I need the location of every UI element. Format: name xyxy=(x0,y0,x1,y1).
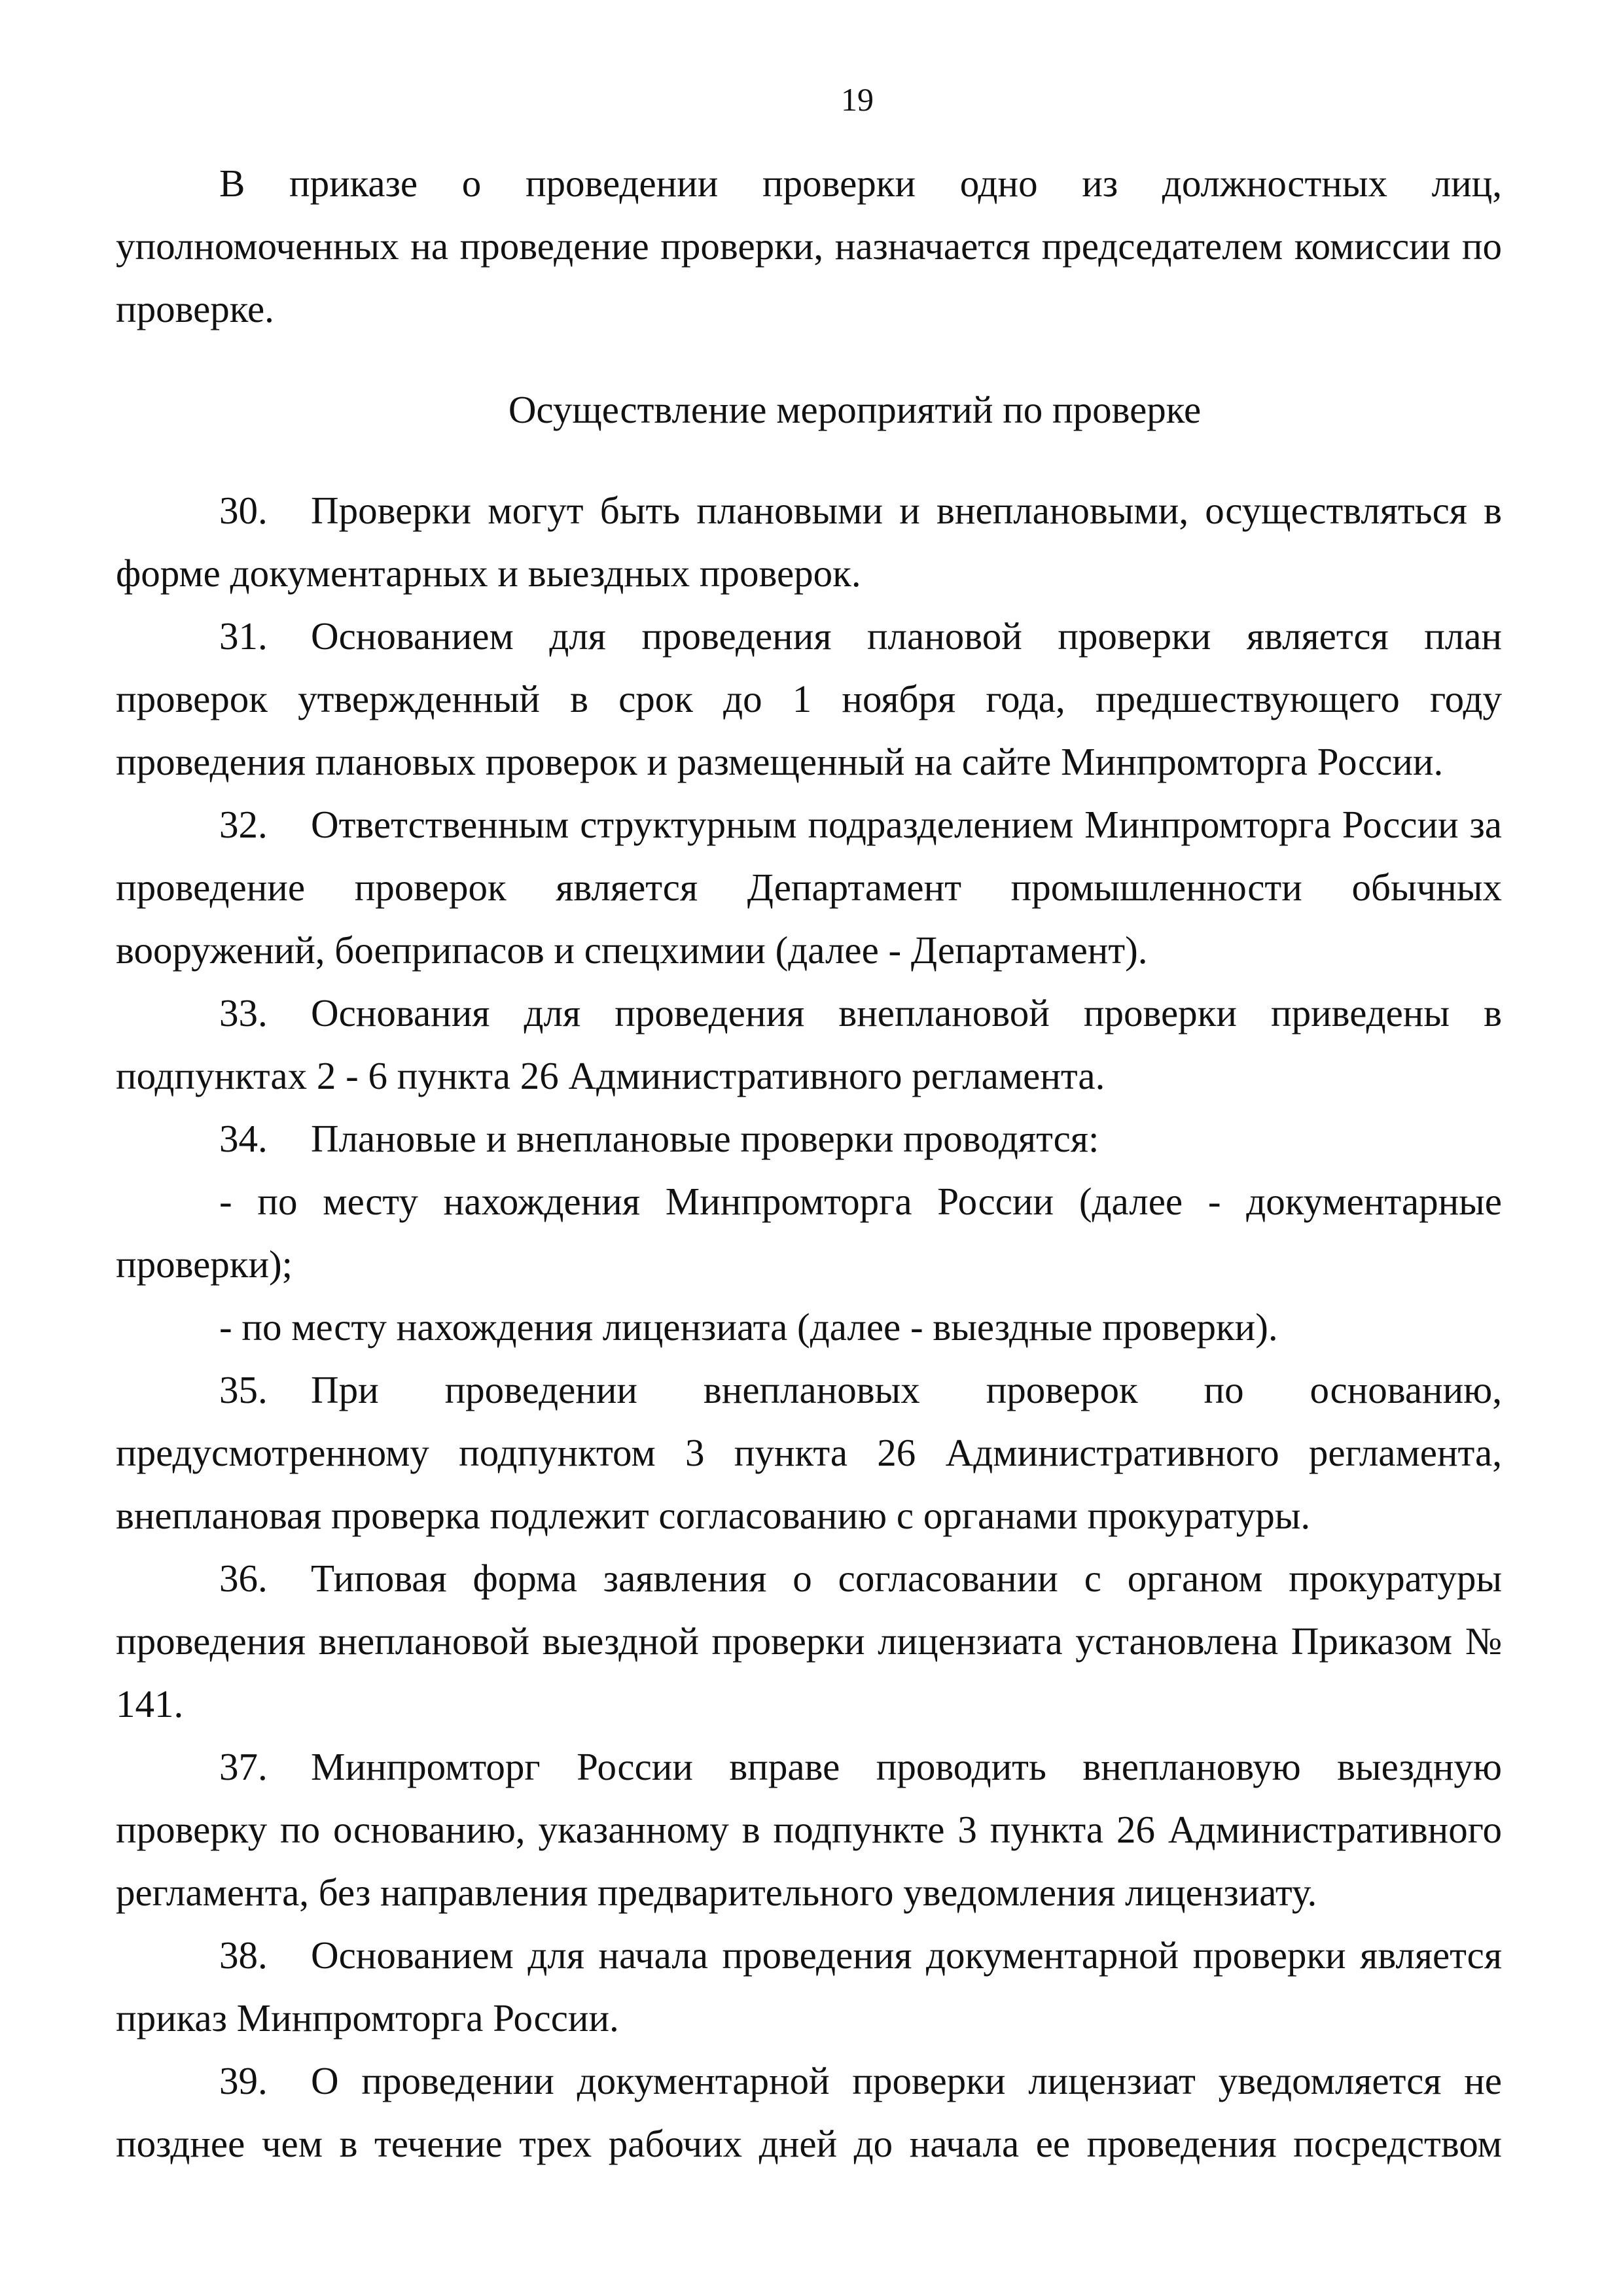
paragraph-number: 35. xyxy=(219,1368,268,1411)
paragraph-number: 33. xyxy=(219,991,268,1034)
paragraph-39 xyxy=(116,2049,1502,2175)
paragraph-number: 34. xyxy=(219,1117,268,1160)
paragraph-35 xyxy=(116,1358,1502,1547)
paragraph-text: Минпромторг России вправе проводить внеплановую выездную проверку по основанию, указанному в подпункте 3 пункта 26 Административного регламента, без направления предварительного уведомления лицензиату. xyxy=(116,1745,1502,1914)
paragraph-number: 31. xyxy=(219,614,268,658)
document-body xyxy=(116,152,1502,2175)
section-heading: Осуществление мероприятий по проверке xyxy=(508,388,1202,431)
paragraph-text: О проведении документарной проверки лицензиат уведомляется не позднее чем в течение трех рабочих дней до начала ее проведения посредством xyxy=(116,2059,1502,2165)
list-item-onsite: - по месту нахождения лицензиата (далее - выездные проверки). xyxy=(219,1305,1278,1349)
paragraph-text: Типовая форма заявления о согласовании с органом прокуратуры проведения внеплановой выездной проверки лицензиата установлена Приказом № 141. xyxy=(116,1557,1502,1725)
paragraph-34 xyxy=(116,1107,1502,1170)
paragraph-33 xyxy=(116,981,1502,1107)
paragraph-text: Ответственным структурным подразделением Минпромторга России за проведение проверок является Департамент промышленности обычных вооружений, боеприпасов и спецхимии (далее - Департамент). xyxy=(116,803,1502,972)
list-item-documentary: - по месту нахождения Минпромторга России (далее - документарные проверки); xyxy=(116,1180,1502,1286)
paragraph-number: 37. xyxy=(219,1745,268,1788)
paragraph-text: Основания для проведения внеплановой проверки приведены в подпунктах 2 - 6 пункта 26 Административного регламента. xyxy=(116,991,1502,1097)
paragraph-number: 39. xyxy=(219,2059,268,2102)
paragraph-number: 32. xyxy=(219,803,268,846)
paragraph-32 xyxy=(116,793,1502,981)
paragraph-number: 36. xyxy=(219,1557,268,1600)
paragraph-38 xyxy=(116,1924,1502,2049)
paragraph-36 xyxy=(116,1547,1502,1735)
page-number: 19 xyxy=(841,81,874,118)
paragraph-text: При проведении внеплановых проверок по основанию, предусмотренному подпунктом 3 пункта 26 Административного регламента, внеплановая проверка подлежит согласованию с органами прокуратуры. xyxy=(116,1368,1502,1537)
paragraph-37 xyxy=(116,1735,1502,1924)
paragraph-text: Плановые и внеплановые проверки проводятся: xyxy=(311,1117,1099,1160)
paragraph-number: 30. xyxy=(219,489,268,532)
paragraph-text: Основанием для проведения плановой проверки является план проверок утвержденный в срок до 1 ноября года, предшествующего году проведения плановых проверок и размещенный на сайте Минпромторга России. xyxy=(116,614,1502,783)
paragraph-30 xyxy=(116,479,1502,605)
paragraph-number: 38. xyxy=(219,1934,268,1977)
paragraph-text: Основанием для начала проведения документарной проверки является приказ Минпромторга России. xyxy=(116,1934,1502,2040)
paragraph-31 xyxy=(116,605,1502,793)
paragraph-text: Проверки могут быть плановыми и внеплановыми, осуществляться в форме документарных и выездных проверок. xyxy=(116,489,1502,595)
intro-paragraph: В приказе о проведении проверки одно из должностных лиц, уполномоченных на проведение проверки, назначается председателем комиссии по проверке. xyxy=(116,162,1502,330)
